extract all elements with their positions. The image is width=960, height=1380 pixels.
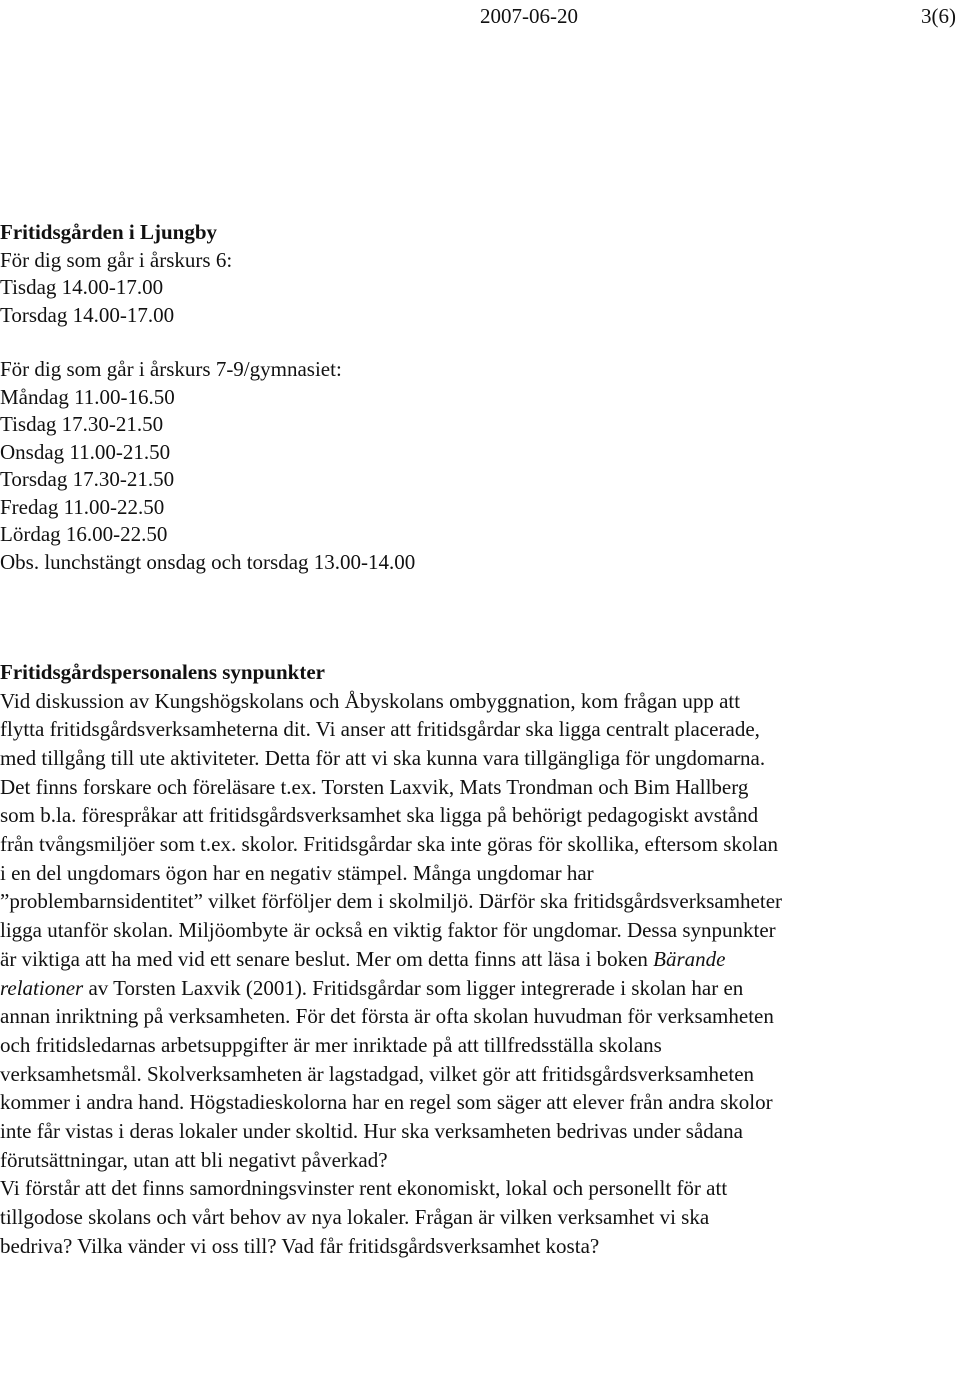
header-date: 2007-06-20 bbox=[480, 4, 578, 28]
section-title-synpunkter: Fritidsgårdspersonalens synpunkter bbox=[0, 660, 325, 684]
text-line: kommer i andra hand. Högstadieskolorna har en regel som säger att elever från andra skolor bbox=[0, 1090, 773, 1115]
text-line: med tillgång till ute aktiviteter. Detta för att vi ska kunna vara tillgängliga för ungdomarna. bbox=[0, 745, 766, 770]
document-body bbox=[0, 219, 950, 1261]
section-title-fritidsgarden: Fritidsgården i Ljungby bbox=[0, 220, 218, 244]
group2-time: Fredag 11.00-22.50 bbox=[0, 494, 165, 519]
group1-time: Torsdag 14.00-17.00 bbox=[0, 302, 175, 327]
text-line: som b.la. förespråkar att fritidsgårdsverksamhet ska ligga på behörigt pedagogiskt avstånd bbox=[0, 803, 759, 828]
group2-time: Lördag 16.00-22.50 bbox=[0, 522, 168, 546]
text-fragment: av Torsten Laxvik (2001). Fritidsgårdar som ligger integrerade i skolan har en bbox=[83, 975, 744, 1000]
group2-intro: För dig som går i årskurs 7-9/gymnasiet: bbox=[0, 357, 342, 381]
text-line: tillgodose skolans och vårt behov av nya lokaler. Frågan är vilken verksamhet vi ska bbox=[0, 1205, 710, 1230]
text-line: verksamhetsmål. Skolverksamheten är lagstadgad, vilket gör att fritidsgårdsverksamheten bbox=[0, 1061, 755, 1086]
text-line: Vi förstår att det finns samordningsvinster rent ekonomiskt, lokal och personellt för att bbox=[0, 1176, 728, 1201]
header-page-number: 3(6) bbox=[921, 4, 956, 28]
text-line: ligga utanför skolan. Miljöombyte är också en viktig faktor för ungdomar. Dessa synpunkter bbox=[0, 918, 776, 943]
group2-time: Torsdag 17.30-21.50 bbox=[0, 467, 175, 491]
group1-time: Tisdag 14.00-17.00 bbox=[0, 275, 164, 299]
group2-time: Tisdag 17.30-21.50 bbox=[0, 412, 164, 436]
group1-intro: För dig som går i årskurs 6: bbox=[0, 247, 233, 272]
text-line: Det finns forskare och föreläsare t.ex. Torsten Laxvik, Mats Trondman och Bim Hallberg bbox=[0, 774, 749, 799]
book-title: Bärande bbox=[653, 946, 726, 971]
lunch-note: Obs. lunchstängt onsdag och torsdag 13.00-14.00 bbox=[0, 549, 416, 574]
text-line: och fritidsledarnas arbetsuppgifter är mer inriktade på att tillfredsställa skolans bbox=[0, 1032, 662, 1057]
text-line: ”problembarnsidentitet” vilket förföljer dem i skolmiljö. Därför ska fritidsgårdsverksamheter bbox=[0, 889, 783, 914]
text-line bbox=[0, 974, 950, 1003]
text-line: annan inriktning på verksamheten. För det första är ofta skolan huvudman för verksamheten bbox=[0, 1004, 774, 1029]
text-line: inte får vistas i deras lokaler under skoltid. Hur ska verksamheten bedrivas under sådana bbox=[0, 1119, 743, 1144]
section-fritidsgarden bbox=[0, 219, 950, 576]
text-line: bedriva? Vilka vänder vi oss till? Vad får fritidsgårdsverksamhet kosta? bbox=[0, 1233, 600, 1258]
group2-time: Måndag 11.00-16.50 bbox=[0, 384, 175, 409]
text-line bbox=[0, 945, 950, 974]
text-line: flytta fritidsgårdsverksamheterna dit. Vi anser att fritidsgårdar ska ligga centralt placerade, bbox=[0, 717, 760, 742]
synpunkter-paragraph bbox=[0, 687, 950, 1261]
book-title: relationer bbox=[0, 975, 84, 1000]
text-fragment: är viktiga att ha med vid ett senare beslut. Mer om detta finns att läsa i boken bbox=[0, 946, 654, 971]
text-line: från tvångsmiljöer som t.ex. skolor. Fritidsgårdar ska inte göras för skollika, eftersom skolan bbox=[0, 832, 779, 857]
section-synpunkter bbox=[0, 659, 950, 1261]
text-line: Vid diskussion av Kungshögskolans och Åbyskolans ombyggnation, kom frågan upp att bbox=[0, 688, 741, 713]
page-header bbox=[0, 2, 960, 32]
group2-time: Onsdag 11.00-21.50 bbox=[0, 439, 171, 464]
text-line: i en del ungdomars ögon har en negativ stämpel. Många ungdomar har bbox=[0, 860, 594, 885]
text-line: förutsättningar, utan att bli negativt påverkad? bbox=[0, 1147, 388, 1172]
